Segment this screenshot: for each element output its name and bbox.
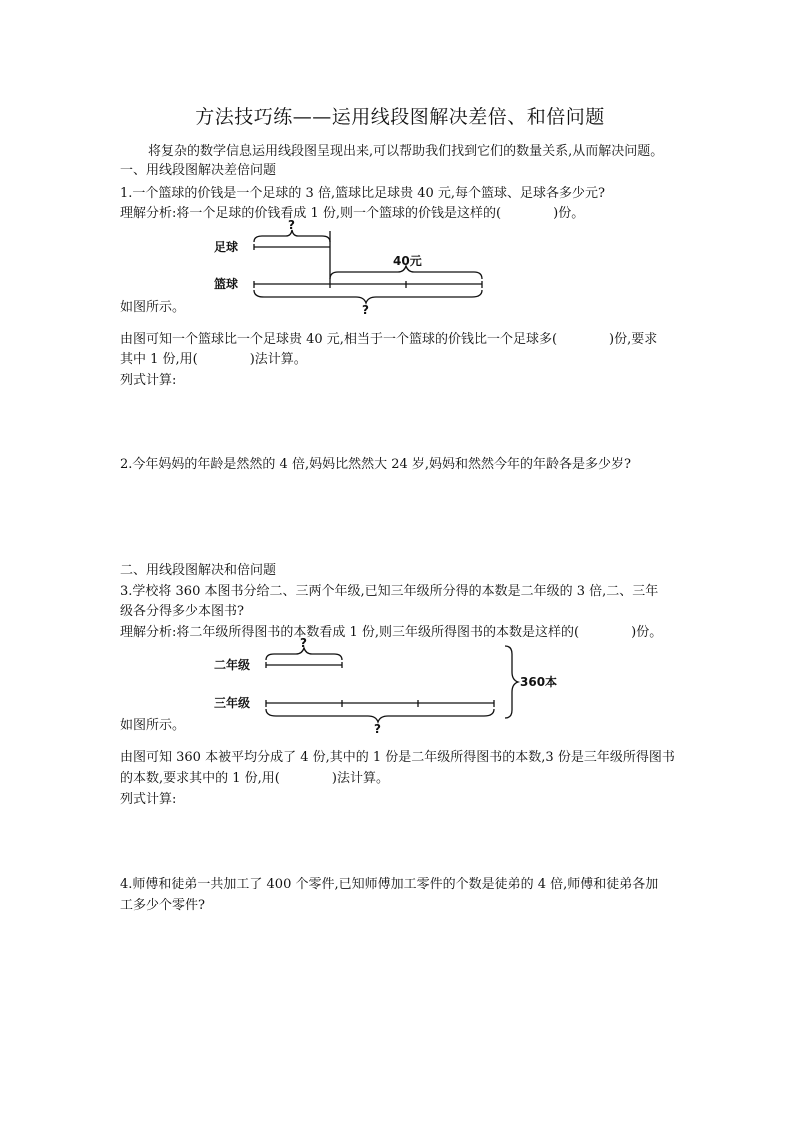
q3-calc-label: 列式计算: — [120, 792, 177, 807]
q3-label-grade2: 二年级 — [214, 658, 251, 672]
q4-text-line2: 工多少个零件? — [120, 898, 205, 913]
q1-explain-line2: 其中 1 份,用( )法计算。 — [120, 352, 307, 367]
q3-as-shown: 如图所示。 — [120, 718, 186, 733]
q1-analysis: 理解分析:将一个足球的价钱看成 1 份,则一个篮球的价钱是这样的( )份。 — [120, 206, 585, 221]
section1-heading: 一、用线段图解决差倍问题 — [120, 163, 277, 178]
q1-label-basketball: 篮球 — [214, 277, 239, 291]
q1-question-bottom: ? — [362, 303, 369, 317]
q3-label-grade3: 三年级 — [214, 696, 251, 710]
q1-explain-line1: 由图可知一个篮球比一个足球贵 40 元,相当于一个篮球的价钱比一个足球多( )份,要求 — [120, 332, 658, 347]
q1-text: 1.一个篮球的价钱是一个足球的 3 倍,篮球比足球贵 40 元,每个篮球、足球各多少元? — [120, 186, 605, 201]
q3-question-bottom: ? — [374, 722, 381, 736]
q2-text: 2.今年妈妈的年龄是然然的 4 倍,妈妈比然然大 24 岁,妈妈和然然今年的年龄各是多少岁? — [120, 457, 631, 472]
q4-text-line1: 4.师傅和徒弟一共加工了 400 个零件,已知师傅加工零件的个数是徒弟的 4 倍,师傅和徒弟各加 — [120, 877, 659, 892]
q3-analysis: 理解分析:将二年级所得图书的本数看成 1 份,则三年级所得图书的本数是这样的( )份。 — [120, 625, 663, 640]
q3-explain-line1: 由图可知 360 本被平均分成了 4 份,其中的 1 份是二年级所得图书的本数,3 份是三年级所得图书 — [120, 750, 675, 765]
q3-total-label: 360本 — [520, 675, 558, 689]
q3-question-top: ? — [300, 636, 307, 650]
q1-diff-label: 40元 — [393, 254, 422, 268]
q1-as-shown: 如图所示。 — [120, 300, 186, 315]
section2-heading: 二、用线段图解决和倍问题 — [120, 563, 277, 578]
intro-text: 将复杂的数学信息运用线段图呈现出来,可以帮助我们找到它们的数量关系,从而解决问题。 — [148, 144, 664, 159]
q1-question-top: ? — [288, 218, 295, 232]
q3-text-line2: 级各分得多少本图书? — [120, 604, 244, 619]
q3-text-line1: 3.学校将 360 本图书分给二、三两个年级,已知三年级所分得的本数是二年级的 3 倍,二、三年 — [120, 584, 659, 599]
q1-label-football: 足球 — [214, 240, 239, 254]
q3-explain-line2: 的本数,要求其中的 1 份,用( )法计算。 — [120, 771, 389, 786]
page-title: 方法技巧练——运用线段图解决差倍、和倍问题 — [195, 106, 605, 128]
q1-calc-label: 列式计算: — [120, 373, 177, 388]
